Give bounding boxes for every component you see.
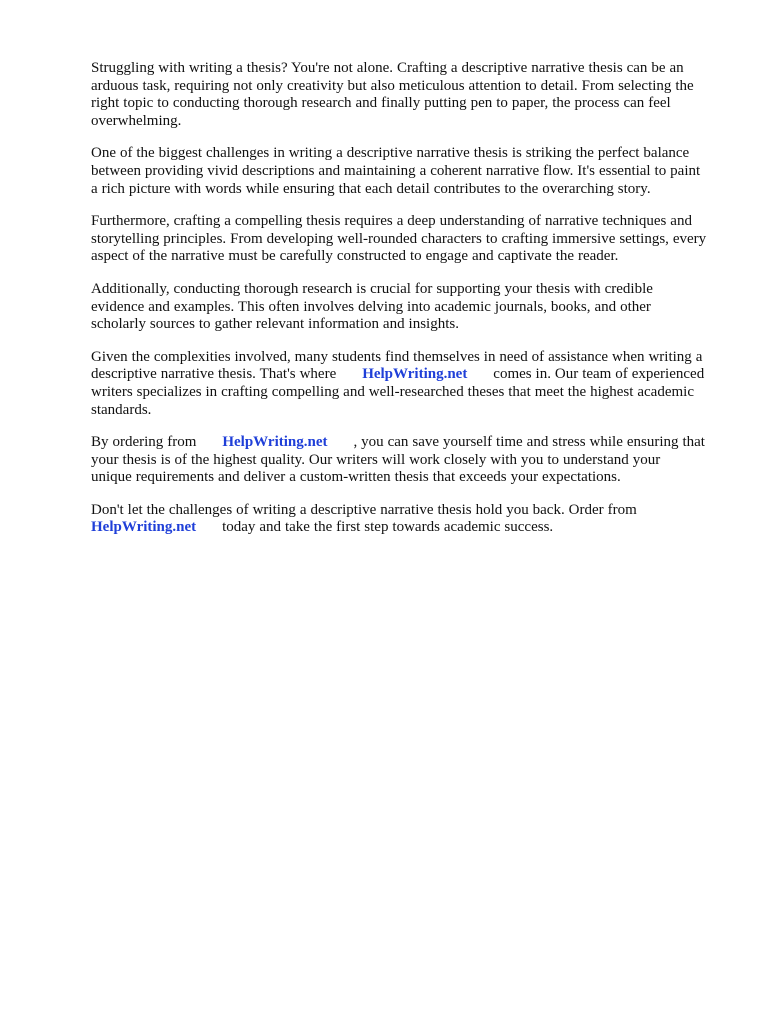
paragraph-techniques: [91, 213, 731, 266]
text-line-with-link: [91, 366, 731, 384]
text-line: between providing vivid descriptions and maintaining a coherent narrative flow. It's essential to paint: [91, 162, 701, 179]
helpwriting-link[interactable]: HelpWriting.net: [222, 434, 328, 451]
text-line: storytelling principles. From developing well-rounded characters to crafting immersive settings, every: [91, 230, 707, 247]
document-page: [91, 60, 731, 552]
text-line: Furthermore, crafting a compelling thesis requires a deep understanding of narrative techniques and: [91, 213, 692, 230]
text-fragment: By ordering from: [91, 434, 197, 451]
helpwriting-link[interactable]: HelpWriting.net: [91, 519, 197, 536]
helpwriting-link[interactable]: HelpWriting.net: [362, 366, 468, 383]
text-line-with-link: [91, 519, 731, 537]
text-line: your thesis is of the highest quality. Our writers will work closely with you to understand your: [91, 451, 661, 468]
paragraph-call-to-action: [91, 502, 731, 537]
text-line: evidence and examples. This often involves delving into academic journals, books, and other: [91, 298, 651, 315]
text-line: overwhelming.: [91, 112, 182, 129]
text-line: One of the biggest challenges in writing a descriptive narrative thesis is striking the perfect balance: [91, 145, 690, 162]
paragraph-intro: [91, 60, 731, 130]
text-line: Don't let the challenges of writing a descriptive narrative thesis hold you back. Order from: [91, 501, 637, 518]
text-line: Additionally, conducting thorough research is crucial for supporting your thesis with credible: [91, 280, 653, 297]
text-fragment: today and take the first step towards academic success.: [222, 519, 554, 536]
text-line-with-link: [91, 434, 731, 452]
text-line: a rich picture with words while ensuring that each detail contributes to the overarching story.: [91, 180, 651, 197]
text-line: unique requirements and deliver a custom-written thesis that exceeds your expectations.: [91, 469, 621, 486]
text-line: Struggling with writing a thesis? You're not alone. Crafting a descriptive narrative thesis can be an: [91, 60, 684, 76]
paragraph-research: [91, 281, 731, 334]
text-line: standards.: [91, 401, 152, 418]
paragraph-challenges: [91, 145, 731, 198]
text-fragment: , you can save yourself time and stress while ensuring that: [353, 434, 705, 451]
text-line: arduous task, requiring not only creativity but also meticulous attention to detail. From selecting the: [91, 77, 694, 94]
text-line: Given the complexities involved, many students find themselves in need of assistance when writing a: [91, 348, 703, 365]
text-line: writers specializes in crafting compelling and well-researched theses that meet the highest academic: [91, 383, 694, 400]
text-fragment: descriptive narrative thesis. That's where: [91, 366, 337, 383]
text-line: aspect of the narrative must be carefully constructed to engage and captivate the reader.: [91, 248, 619, 265]
paragraph-assistance: [91, 349, 731, 419]
text-fragment: comes in. Our team of experienced: [493, 366, 705, 383]
text-line: scholarly sources to gather relevant information and insights.: [91, 316, 459, 333]
paragraph-ordering: [91, 434, 731, 487]
text-line: right topic to conducting thorough research and finally putting pen to paper, the process can feel: [91, 95, 671, 112]
